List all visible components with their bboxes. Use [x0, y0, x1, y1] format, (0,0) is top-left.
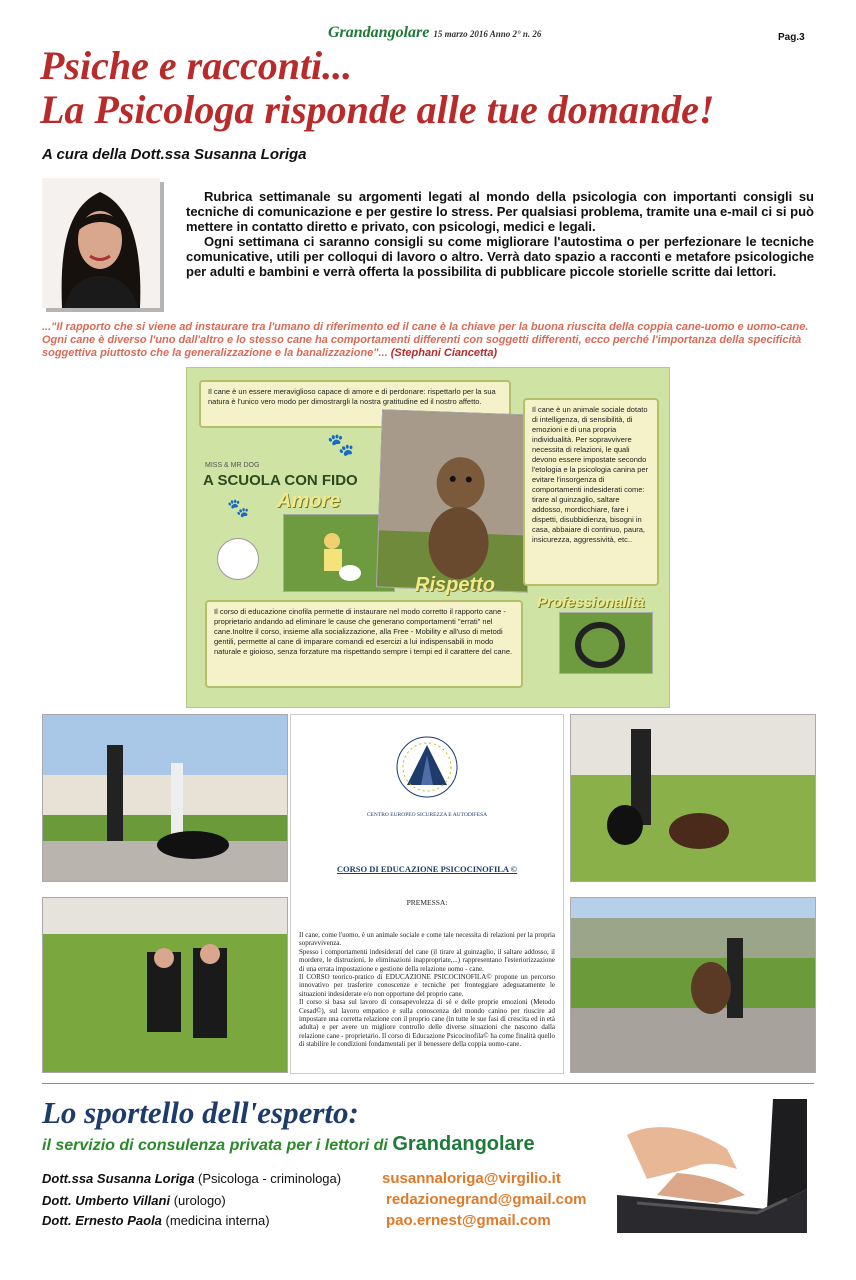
- doc-premessa: PREMESSA:: [406, 898, 448, 907]
- contact-name: Dott.ssa Susanna Loriga: [42, 1171, 195, 1186]
- contact-role: (medicina interna): [165, 1213, 270, 1228]
- poster-word-amore: Amore: [277, 490, 341, 512]
- doc-logo-text: CENTRO EUROPEO SICUREZZA E AUTODIFESA: [366, 812, 488, 818]
- masthead-issue: 15 marzo 2016 Anno 2° n. 26: [433, 29, 542, 39]
- poster-scuola-con-fido: [186, 367, 670, 708]
- poster-box-corso: Il corso di educazione cinofila permette di instaurare nel modo corretto il rapporto cane - proprietario andando ad eliminare le cause che generano comportamenti "errati" nel cane.Inoltre il corso, insieme alla socializzazione, alla Free - Mobility e all'uso di metodi gentili, permette al cane di imparare comandi ed esercizi a lui indispensabili in modo naturale e gioioso, senza forzature ma rispettando sempre i tempi ed il carattere del cane.: [205, 600, 523, 688]
- photo-puppy: [376, 409, 534, 592]
- pull-quote: [42, 321, 812, 360]
- title-line-2: La Psicologa risponde alle tue domande!: [40, 87, 715, 132]
- doc-paragraph: Spesso i comportamenti indesiderati del cane (il tirare al guinzaglio, il saltare addosso, il mordere, le distruzioni, le eliminazioni inappropriate,...) rappresentano l'esteriorizzazione di una errata impostazione e gestione della relazione uomo - cane.: [299, 947, 555, 973]
- photo-training-1: [42, 714, 288, 882]
- sportello-title: Lo sportello dell'esperto:: [42, 1095, 359, 1130]
- doc-paragraph: Il cane, come l'uomo, è un animale sociale e come tale necessita di relazioni per la propria sopravvivenza.: [299, 931, 555, 948]
- masthead-brand: Grandangolare: [328, 24, 430, 41]
- contact-name: Dott. Umberto Villani: [42, 1193, 171, 1208]
- paw-icon: 🐾: [327, 432, 355, 457]
- sportello-subtitle-text: il servizio di consulenza privata per i lettori di: [42, 1137, 388, 1154]
- contact-row: [42, 1193, 226, 1208]
- course-document: [290, 714, 564, 1074]
- intro-paragraph-2: Ogni settimana ci saranno consigli su come migliorare l'autostima o per perfezionare le tecniche comunicative, utili per colloqui di lavoro o altro. Verrà dato spazio a racconti e metafore psicologiche per adulti e bambini e verrà offerta la possibilita di pubblicare piccole storielle scritte dai lettori.: [186, 234, 814, 279]
- contact-email[interactable]: pao.ernest@gmail.com: [386, 1212, 551, 1229]
- poster-word-rispetto: Rispetto: [415, 574, 495, 596]
- contact-row: [42, 1171, 341, 1186]
- poster-box-intro: Il cane è un essere meraviglioso capace di amore e di perdonare: rispettarlo per la sua natura è l'unico vero modo per dimostrargli la nostra gratitudine ed il nostro affetto.: [199, 380, 511, 428]
- masthead: [328, 24, 541, 42]
- quote-author: (Stephani Ciancetta): [390, 347, 498, 359]
- contact-role: (urologo): [173, 1193, 226, 1208]
- photo-training-2: [570, 714, 816, 882]
- cesad-logo-icon: [217, 538, 259, 580]
- poster-word-professionalita: Professionalità: [537, 594, 645, 611]
- author-portrait: [42, 178, 160, 308]
- poster-box-cane: Il cane è un animale sociale dotato di intelligenza, di sensibilità, di emozioni e di una propria individualità. Per sopravvivere necessita di relazioni, le quali devono essere impostate secondo l'etologia e la psicologia canina per evitare l'insorgenza di comportamenti indesiderati come: tirare al guinzaglio, saltare addosso, mordicchiare, fare i dispetti, disubbidienza, bisogni in casa, abbaiare di continuo, paura, insicurezza, aggressività, etc..: [523, 398, 659, 586]
- photo-training-4: [570, 897, 816, 1073]
- doc-course-title: CORSO DI EDUCAZIONE PSICOCINOFILA ©: [336, 864, 518, 874]
- photo-agility-tunnel: [559, 612, 653, 674]
- laptop-hands-image: [617, 1099, 807, 1233]
- quote-text: ..."Il rapporto che si viene ad instaurare tra l'umano di riferimento ed il cane è la chiave per la buona riuscita della coppia cane-uomo e uomo-cane. Ogni cane è diverso l'uno dall'altro e lo stesso cane ha comportamenti differenti con soggetti differenti, ecco perché l'importanza della specificità soggettiva piuttosto che la generalizzazione e la banalizzazione"...: [42, 321, 809, 359]
- photo-training-3: [42, 897, 288, 1073]
- paw-icon: 🐾: [227, 498, 250, 518]
- sportello-brand: Grandangolare: [392, 1133, 535, 1155]
- contact-email[interactable]: susannaloriga@virgilio.it: [382, 1170, 561, 1187]
- title-line-1: Psiche e racconti...: [40, 43, 353, 88]
- poster-school-small: MISS & MR DOG: [205, 462, 260, 469]
- doc-paragraph: Il corso si basa sul lavoro di consapevolezza di sé e delle proprie emozioni (Metodo Cesad©), sul lavoro empatico e sulla conoscenza del mondo canino per riuscire ad impostare una corretta relazione con il proprio cane (in tutte le sue fasi di crescita ed in età adulta) e per avere un migliore controllo delle diverse situazioni che nascono dalla relazione cane - proprietario. Il corso di Educazione Psicocinofila© ha come finalità quello di stabilire le condizioni fondamentali per il benessere della coppia uomo-cane.: [299, 998, 555, 1049]
- doc-body: [299, 931, 555, 1049]
- contact-role: (Psicologa - criminologa): [198, 1171, 342, 1186]
- page-number: Pag.3: [778, 32, 805, 43]
- contact-email[interactable]: redazionegrand@gmail.com: [386, 1191, 587, 1208]
- section-divider: [42, 1083, 814, 1084]
- doc-paragraph: Il CORSO teorico-pratico di EDUCAZIONE PSICOCINOFILA© propone un percorso innovativo per trasferire conoscenze e tecniche per fronteggiare adeguatamente le situazioni indesiderate e/o non opportune del proprio cane.: [299, 973, 555, 998]
- intro-paragraph-1: Rubrica settimanale su argomenti legati al mondo della psicologia con importanti consigli su tecniche di comunicazione e per gestire lo stress. Per qualsiasi problema, tramite una e-mail ci si può mettere in contatto diretto e privato, con psicologi, medici e legali.: [186, 189, 814, 234]
- contact-name: Dott. Ernesto Paola: [42, 1213, 162, 1228]
- byline: A cura della Dott.ssa Susanna Loriga: [42, 146, 307, 163]
- page-title: [40, 44, 714, 132]
- column-intro: [186, 189, 814, 279]
- cesad-logo-icon: [387, 727, 467, 807]
- contact-row: [42, 1213, 270, 1228]
- poster-school-title: A SCUOLA CON FIDO: [203, 472, 358, 489]
- sportello-subtitle: [42, 1133, 535, 1156]
